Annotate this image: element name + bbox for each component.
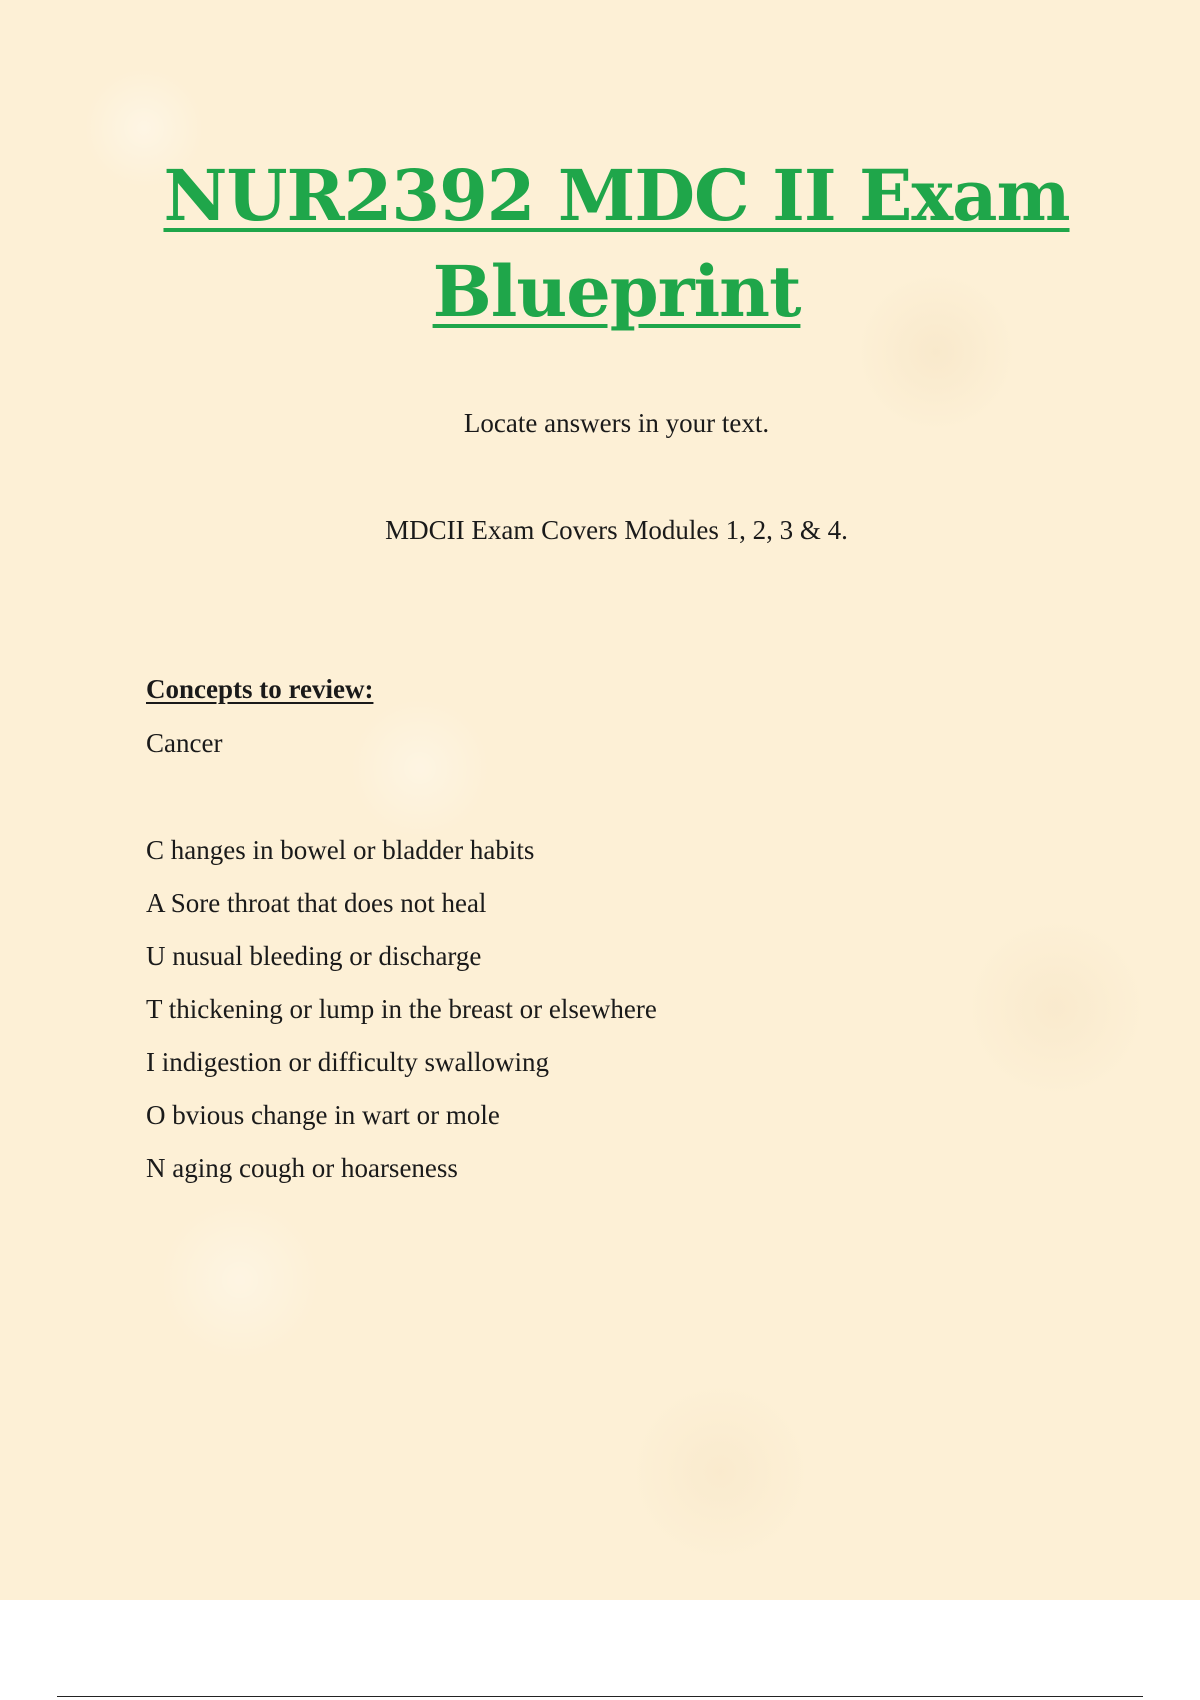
list-item: T thickening or lump in the breast or elsewhere bbox=[146, 994, 657, 1024]
instruction-text: Locate answers in your text. bbox=[463, 408, 770, 438]
list-item: A Sore throat that does not heal bbox=[146, 888, 487, 918]
coverage-text: MDCII Exam Covers Modules 1, 2, 3 & 4. bbox=[385, 515, 848, 545]
topic-label: Cancer bbox=[146, 728, 223, 758]
list-item: O bvious change in wart or mole bbox=[146, 1100, 500, 1130]
list-item: I indigestion or difficulty swallowing bbox=[146, 1047, 549, 1077]
list-item: U nusual bleeding or discharge bbox=[146, 941, 482, 971]
list-item: C hanges in bowel or bladder habits bbox=[146, 835, 535, 865]
warning-signs-list bbox=[146, 833, 657, 1204]
section-heading: Concepts to review: bbox=[146, 674, 374, 704]
page-title: NUR2392 MDC II Exam Blueprint bbox=[163, 154, 1070, 333]
footer-divider bbox=[57, 1696, 1143, 1697]
list-item: N aging cough or hoarseness bbox=[146, 1153, 458, 1183]
